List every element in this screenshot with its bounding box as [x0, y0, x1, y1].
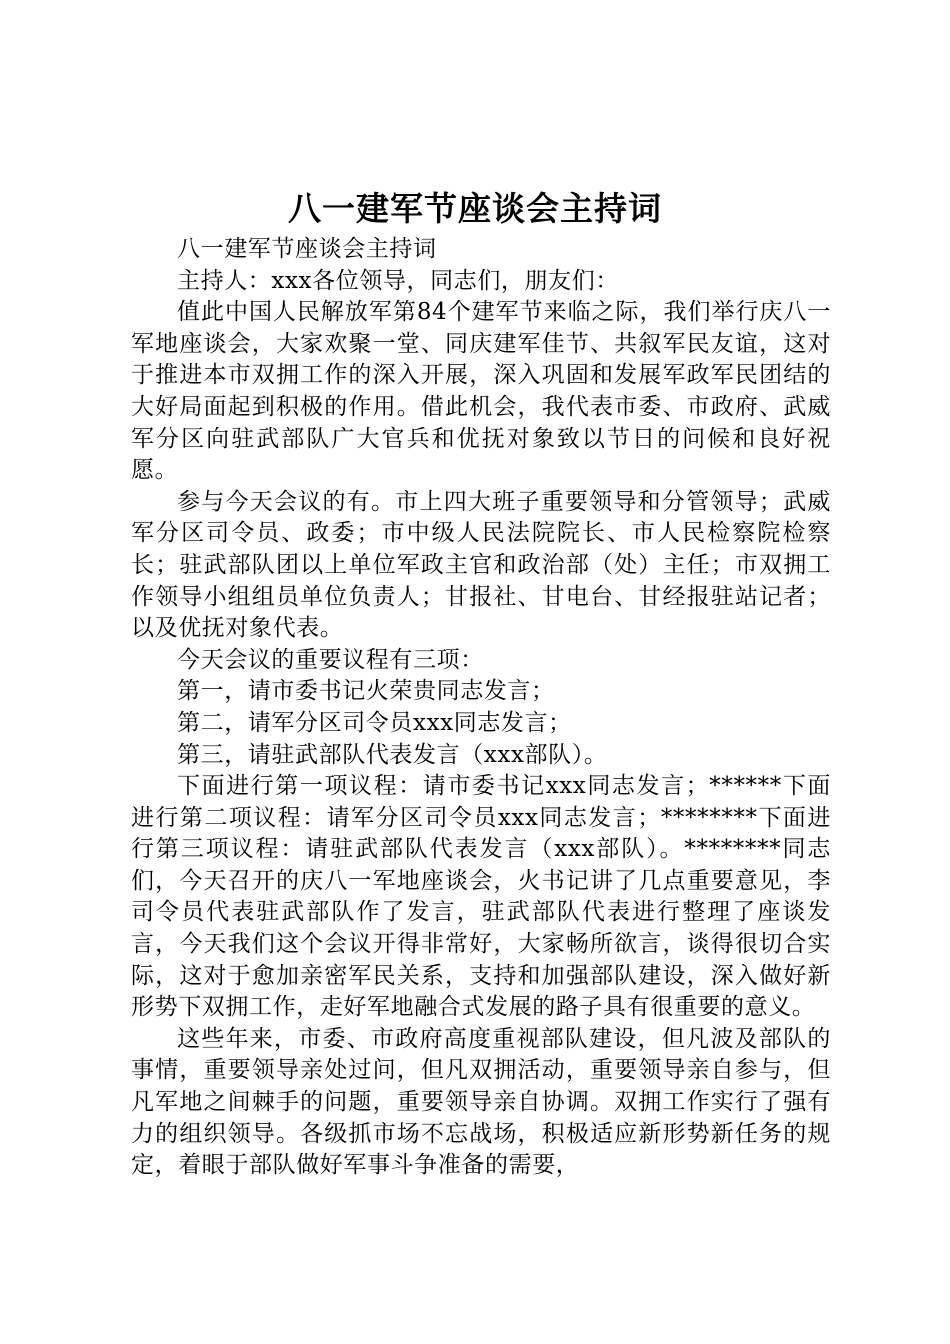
paragraph-subtitle: 八一建军节座谈会主持词	[177, 236, 437, 262]
paragraph-opening: 值此中国人民解放军第84个建军节来临之际，我们举行庆八一军地座谈会，大家欢聚一堂、同庆建军佳节、共叙军民友谊，这对于推进本市双拥工作的深入开展，深入巩固和发展军政军民团结的大好局面起到积极的作用。借此机会，我代表市委、市政府、武威军分区向驻武部队广大官兵和优抚对象致以节日的问候和良好祝愿。	[131, 299, 831, 484]
document-body	[131, 234, 831, 1182]
paragraph-agenda-intro: 今天会议的重要议程有三项：	[177, 646, 484, 673]
paragraph-review: 这些年来，市委、市政府高度重视部队建设，但凡波及部队的事情，重要领导亲处过问，但凡双拥活动，重要领导亲自参与，但凡军地之间棘手的问题，重要领导亲自协调。双拥工作实行了强有力的组织领导。各级抓市场不忘战场，积极适应新形势新任务的规定，着眼于部队做好军事斗争准备的需要，	[131, 1025, 831, 1179]
paragraph-agenda-item-1: 第一，请市委书记火荣贵同志发言；	[177, 678, 555, 705]
paragraph-attendees: 参与今天会议的有。市上四大班子重要领导和分管领导；武威军分区司令员、政委；市中级人民法院院长、市人民检察院检察长；驻武部队团以上单位军政主官和政治部（处）主任；市双拥工作领导小组组员单位负责人；甘报社、甘电台、甘经报驻站记者；以及优抚对象代表。	[131, 488, 831, 642]
paragraph-host-greeting: 主持人：xxx各位领导，同志们，朋友们：	[177, 267, 619, 294]
paragraph-agenda-item-2: 第二，请军分区司令员xxx同志发言；	[177, 709, 572, 736]
paragraph-agenda-item-3: 第三，请驻武部队代表发言（xxx部队）。	[177, 741, 608, 768]
paragraph-proceedings: 下面进行第一项议程：请市委书记xxx同志发言；******下面进行第二项议程：请军分区司令员xxx同志发言；********下面进行第三项议程：请驻武部队代表发言（xxx部队）。********同志们，今天召开的庆八一军地座谈会，火书记讲了几点重要意见，李司令员代表驻武部队作了发言，驻武部队代表进行整理了座谈发言，今天我们这个会议开得非常好，大家畅所欲言，谈得很切合实际，这对于愈加亲密军民关系，支持和加强部队建设，深入做好新形势下双拥工作，走好军地融合式发展的路子具有很重要的意义。	[131, 773, 831, 1021]
document-title: 八一建军节座谈会主持词	[288, 189, 662, 228]
